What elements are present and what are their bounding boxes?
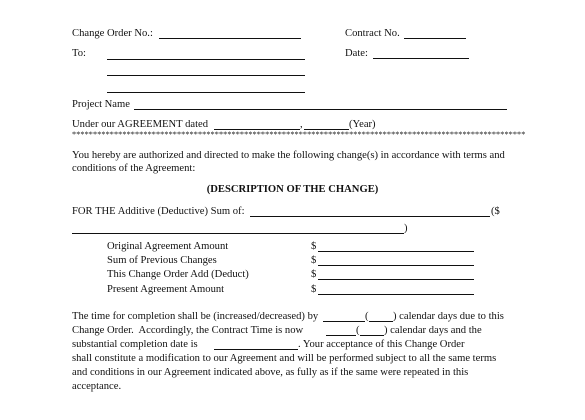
project-name-label: Project Name [72,99,130,110]
completion-text-line-1b: ( [365,311,369,322]
sum-words-field[interactable] [250,216,490,217]
date-label: Date: [345,48,368,59]
amount-label: Sum of Previous Changes [107,255,217,266]
completion-text-line-3a: substantial completion date is [72,339,198,350]
amount-label: This Change Order Add (Deduct) [107,269,249,280]
amount-label: Original Agreement Amount [107,241,229,252]
amount-currency: $ [311,241,317,252]
contract-number-field[interactable] [404,38,466,39]
completion-text-line-6: acceptance. [72,381,122,392]
amount-currency: $ [311,269,317,280]
intro-text-line-1: You hereby are authorized and directed to make the following change(s) in accordance with terms and [72,150,505,161]
agreement-comma: , [300,119,303,130]
completion-text-line-2b: ( [356,325,360,336]
this-change-order-field[interactable] [318,279,474,280]
contract-number-label: Contract No. [345,28,400,39]
sum-close-paren: ) [404,223,408,234]
project-name-field[interactable] [134,109,507,110]
completion-text-line-5: and conditions in our Agreement indicated above, as fully as if the same were repeated in this [72,367,469,378]
completion-text-line-4: shall constitute a modification to our Agreement and will be performed subject to all the same terms [72,353,497,364]
intro-text-line-2: conditions of the Agreement: [72,163,196,174]
sum-open-paren: ($ [491,206,500,217]
change-order-number-field[interactable] [159,38,301,39]
change-order-label: Change Order No.: [72,28,153,39]
completion-text-line-1a: The time for completion shall be (increased/decreased) by [72,311,319,322]
days-changed-field[interactable] [323,321,365,322]
completion-text-line-2a: Change Order. Accordingly, the Contract Time is now [72,325,304,336]
to-address-line-1[interactable] [107,59,305,60]
original-amount-field[interactable] [318,251,474,252]
description-heading: (DESCRIPTION OF THE CHANGE) [206,184,379,195]
asterisk-separator: ************************************************************************************************************ [72,130,526,139]
present-amount-field[interactable] [318,294,474,295]
completion-text-line-3b: . Your acceptance of this Change Order [298,339,465,350]
days-changed-number-field[interactable] [369,321,393,322]
contract-time-number-field[interactable] [360,335,384,336]
year-label: (Year) [349,119,376,130]
to-address-line-3[interactable] [107,92,305,93]
agreement-dated-label: Under our AGREEMENT dated [72,119,209,130]
sum-label: FOR THE Additive (Deductive) Sum of: [72,206,245,217]
amount-label: Present Agreement Amount [107,284,225,295]
completion-text-line-1c: ) calendar days due to this [393,311,504,322]
sum-amount-field[interactable] [72,233,404,234]
to-address-line-2[interactable] [107,75,305,76]
amount-currency: $ [311,284,317,295]
to-label: To: [72,48,86,59]
amount-currency: $ [311,255,317,266]
previous-changes-field[interactable] [318,265,474,266]
completion-text-line-2c: ) calendar days and the [384,325,482,336]
substantial-completion-date-field[interactable] [214,349,298,350]
contract-time-field[interactable] [326,335,356,336]
date-field[interactable] [373,58,469,59]
